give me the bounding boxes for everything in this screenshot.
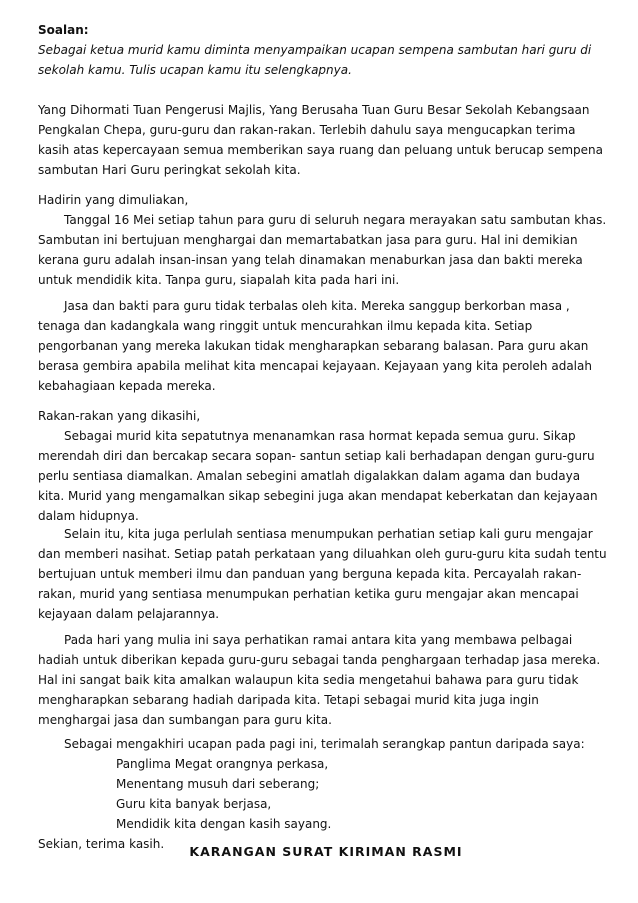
section-hadiah [38,630,608,730]
paragraph-3: Jasa dan bakti para guru tidak terbalas oleh kita. Mereka sanggup berkorban masa , tenaga dan kadangkala wang ringgit untuk mencurahkan ilmu kepada kita. Setiap pengorbanan yang mereka lakukan tidak mengharapkan sebarang balasan. Para guru akan berasa gembira apabila melihat kita mencapai kejayaan. Kejayaan yang kita peroleh adalah kebahagiaan kepada mereka. [38,299,592,393]
paragraph-7: Sebagai mengakhiri ucapan pada pagi ini, terimalah serangkap pantun daripada saya: [64,737,585,751]
paragraph-2: Tanggal 16 Mei setiap tahun para guru di seluruh negara merayakan satu sambutan khas. Sambutan ini bertujuan menghargai dan memartabatkan jasa para guru. Hal ini demikian kerana guru adalah insan-insan yang telah dinamakan menaburkan jasa dan bakti mereka untuk mendidik kita. Tanpa guru, siapalah kita pada hari ini. [38,213,607,287]
salutation-hadirin: Hadirin yang dimuliakan, [38,193,189,207]
paragraph-4: Sebagai murid kita sepatutnya menanamkan rasa hormat kepada semua guru. Sikap merendah diri dan bercakap secara sopan- santun setiap kali berhadapan dengan guru-guru perlu sentiasa diamalkan. Amalan sebegini amatlah digalakkan dalam agama dan budaya kita. Murid yang mengamalkan sikap sebegini juga akan mendapat keberkatan dan kejayaan dalam hidupnya. [38,429,598,523]
question-label: Soalan: [38,23,89,37]
section-jasa [38,296,608,396]
section-perhatian [38,524,608,624]
section-closing [38,734,608,854]
section-hadirin [38,190,608,290]
pantun-line: Panglima Megat orangnya perkasa, [116,757,329,771]
pantun-line: Menentang musuh dari seberang; [116,777,320,791]
section-rakan [38,406,608,526]
closing-line: Sekian, terima kasih. [38,837,165,851]
next-section-title: KARANGAN SURAT KIRIMAN RASMI [189,844,463,859]
salutation-rakan: Rakan-rakan yang dikasihi, [38,409,201,423]
paragraph-1: Yang Dihormati Tuan Pengerusi Majlis, Yang Berusaha Tuan Guru Besar Sekolah Kebangsaan Pengkalan Chepa, guru-guru dan rakan-rakan. Terlebih dahulu saya mengucapkan terima kasih atas kepercayaan semua memberikan saya ruang dan peluang untuk berucap sempena sambutan Hari Guru peringkat sekolah kita. [38,103,603,177]
question-text: Sebagai ketua murid kamu diminta menyampaikan ucapan sempena sambutan hari guru di sekolah kamu. Tulis ucapan kamu itu selengkapnya. [38,43,592,77]
paragraph-opening [38,100,608,180]
pantun-line: Guru kita banyak berjasa, [116,797,272,811]
paragraph-6: Pada hari yang mulia ini saya perhatikan ramai antara kita yang membawa pelbagai hadiah untuk diberikan kepada guru-guru sebagai tanda penghargaan terhadap jasa mereka. Hal ini sangat baik kita amalkan walaupun kita sedia mengetahui bahawa para guru tidak mengharapkan sebarang hadiah daripada kita. Tetapi sebagai murid kita juga ingin menghargai jasa dan sumbangan para guru kita. [38,633,601,727]
paragraph-5: Selain itu, kita juga perlulah sentiasa menumpukan perhatian setiap kali guru mengajar dan memberi nasihat. Setiap patah perkataan yang diluahkan oleh guru-guru kita sudah tentu bertujuan untuk memberi ilmu dan panduan yang berguna kepada kita. Percayalah rakan-rakan, murid yang sentiasa menumpukan perhatian ketika guru mengajar akan mencapai kejayaan dalam pelajarannya. [38,527,607,621]
pantun-line: Mendidik kita dengan kasih sayang. [116,817,332,831]
